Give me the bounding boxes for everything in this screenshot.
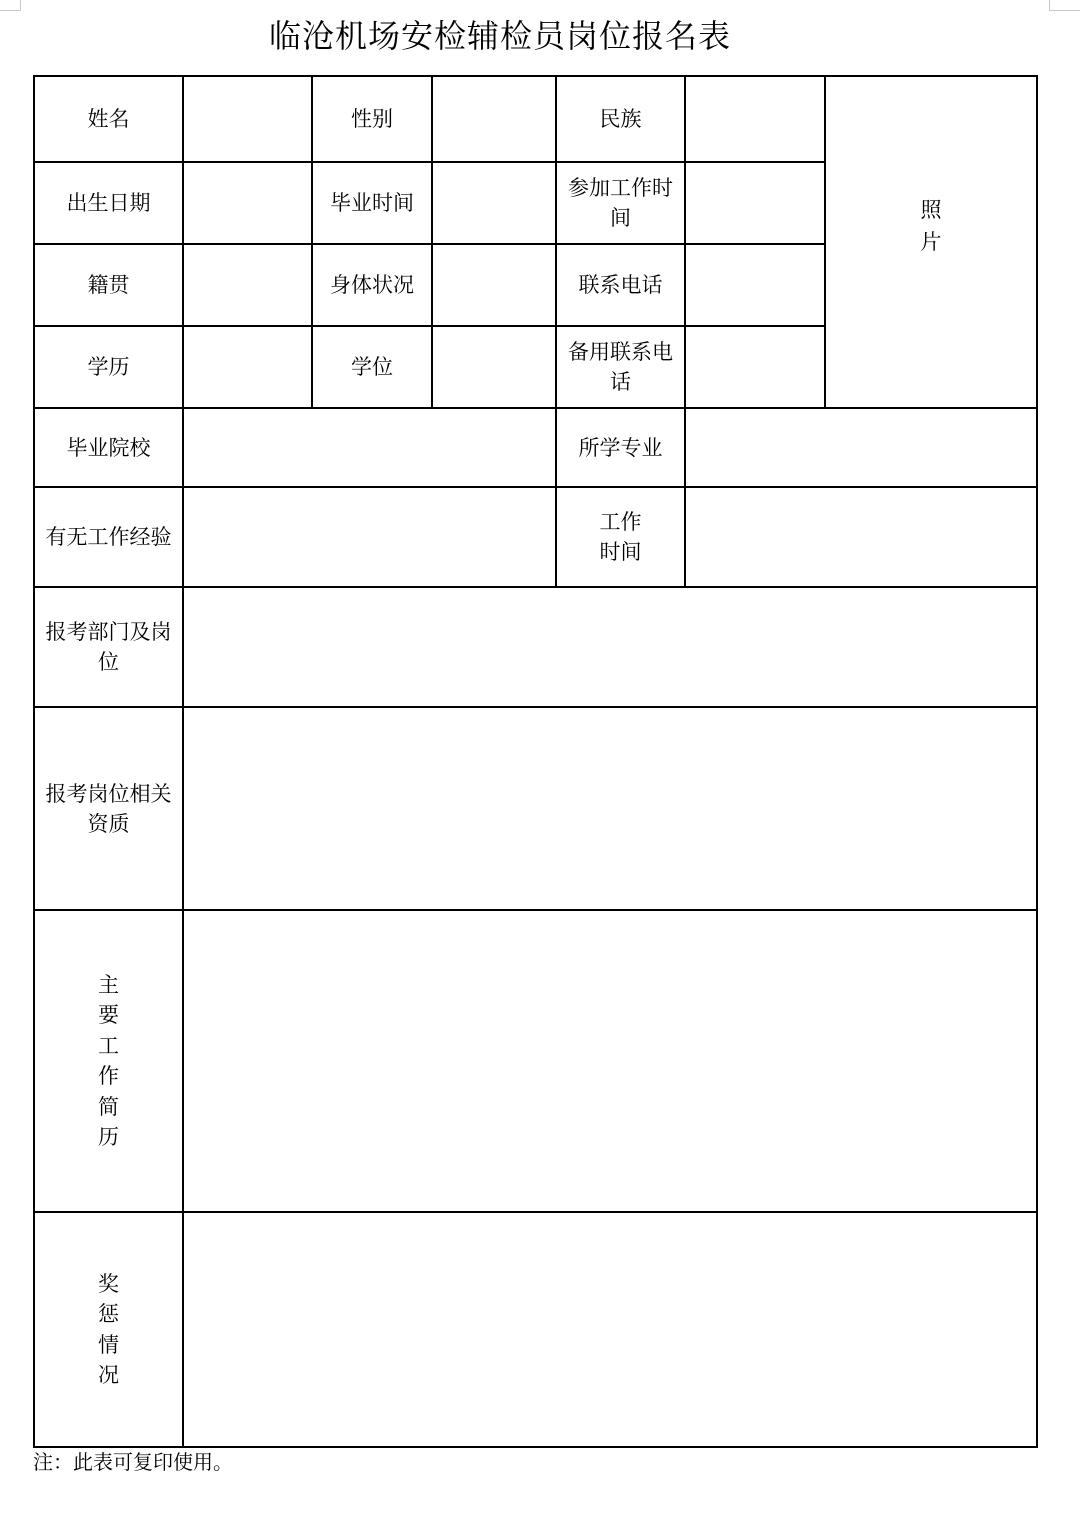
health-field[interactable] xyxy=(432,244,556,326)
ethnicity-label: 民族 xyxy=(599,107,642,131)
form-row-9 xyxy=(34,910,1037,1212)
major-field[interactable] xyxy=(685,408,1037,487)
rewards-label: 奖惩情况 xyxy=(98,1271,119,1387)
degree-label: 学位 xyxy=(351,355,393,379)
gender-label-cell xyxy=(312,76,432,162)
rewards-label-cell xyxy=(34,1212,183,1447)
form-row-7 xyxy=(34,587,1037,707)
birth-date-field[interactable] xyxy=(183,162,312,244)
backup-phone-field[interactable] xyxy=(685,326,825,408)
work-time-label-cell xyxy=(556,487,685,587)
form-row-5 xyxy=(34,408,1037,487)
work-time-label: 工作时间 xyxy=(599,510,642,564)
native-place-label-cell xyxy=(34,244,183,326)
form-row-8 xyxy=(34,707,1037,910)
education-label: 学历 xyxy=(87,355,130,379)
work-start-label-cell xyxy=(556,162,685,244)
birth-date-label-cell xyxy=(34,162,183,244)
department-post-field[interactable] xyxy=(183,587,1037,707)
graduation-time-label-cell xyxy=(312,162,432,244)
page-corner-mark-right xyxy=(1049,0,1080,11)
experience-field[interactable] xyxy=(183,487,556,587)
education-label-cell xyxy=(34,326,183,408)
qualification-label: 报考岗位相关资质 xyxy=(45,781,172,836)
resume-field[interactable] xyxy=(183,910,1037,1212)
department-post-label: 报考部门及岗位 xyxy=(45,620,172,674)
gender-label: 性别 xyxy=(351,107,393,131)
degree-label-cell xyxy=(312,326,432,408)
work-start-field[interactable] xyxy=(685,162,825,244)
native-place-label: 籍贯 xyxy=(87,273,130,297)
experience-label-cell xyxy=(34,487,183,587)
graduation-time-label: 毕业时间 xyxy=(330,191,414,215)
backup-phone-label-cell xyxy=(556,326,685,408)
native-place-field[interactable] xyxy=(183,244,312,326)
form-row-10 xyxy=(34,1212,1037,1447)
graduation-time-field[interactable] xyxy=(432,162,556,244)
form-title: 临沧机场安检辅检员岗位报名表 xyxy=(268,17,731,55)
ethnicity-field[interactable] xyxy=(685,76,825,162)
backup-phone-label: 备用联系电话 xyxy=(568,340,673,394)
registration-form-table xyxy=(33,75,1038,1448)
major-label-cell xyxy=(556,408,685,487)
school-label: 毕业院校 xyxy=(66,435,151,460)
health-label-cell xyxy=(312,244,432,326)
health-label: 身体状况 xyxy=(330,273,414,297)
photo-label: 照片 xyxy=(920,197,942,254)
phone-label: 联系电话 xyxy=(578,273,663,297)
name-field[interactable] xyxy=(183,76,312,162)
qualification-label-cell xyxy=(34,707,183,910)
qualification-field[interactable] xyxy=(183,707,1037,910)
gender-field[interactable] xyxy=(432,76,556,162)
photo-box[interactable] xyxy=(825,76,1037,408)
work-time-field[interactable] xyxy=(685,487,1037,587)
name-label-cell xyxy=(34,76,183,162)
phone-label-cell xyxy=(556,244,685,326)
work-start-label: 参加工作时间 xyxy=(568,176,673,230)
experience-label: 有无工作经验 xyxy=(45,525,172,549)
degree-field[interactable] xyxy=(432,326,556,408)
ethnicity-label-cell xyxy=(556,76,685,162)
education-field[interactable] xyxy=(183,326,312,408)
rewards-field[interactable] xyxy=(183,1212,1037,1447)
department-post-label-cell xyxy=(34,587,183,707)
major-label: 所学专业 xyxy=(578,435,663,460)
birth-date-label: 出生日期 xyxy=(66,191,151,215)
form-row-6 xyxy=(34,487,1037,587)
resume-label-cell xyxy=(34,910,183,1212)
school-field[interactable] xyxy=(183,408,556,487)
phone-field[interactable] xyxy=(685,244,825,326)
name-label: 姓名 xyxy=(87,107,130,131)
school-label-cell xyxy=(34,408,183,487)
form-row-1 xyxy=(34,76,1037,162)
footnote: 注：此表可复印使用。 xyxy=(33,1450,233,1474)
resume-label: 主要工作简历 xyxy=(98,972,119,1149)
